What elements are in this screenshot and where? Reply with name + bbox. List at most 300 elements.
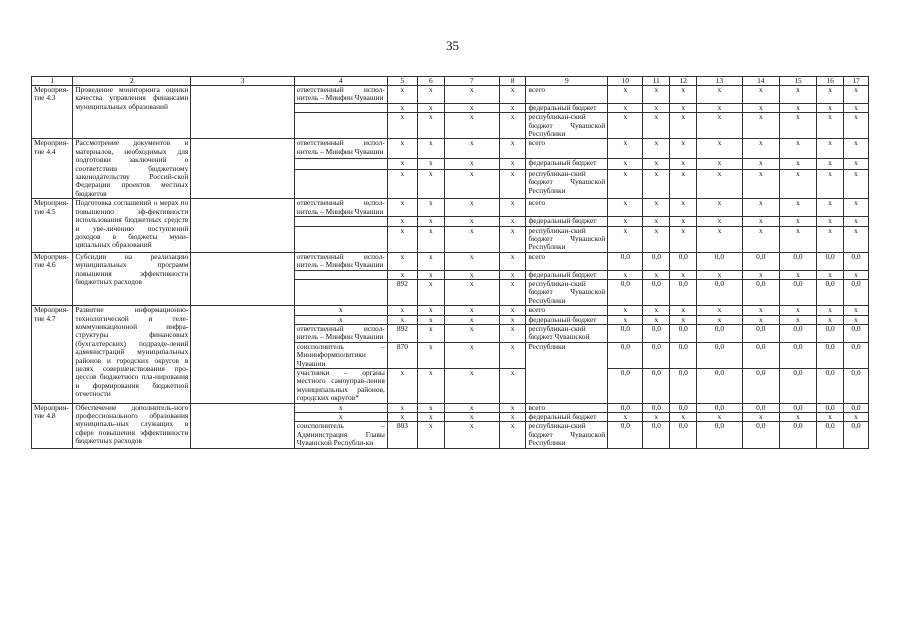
value-cell: x <box>742 103 779 112</box>
code-cell: x <box>499 413 526 422</box>
value-cell: x <box>643 103 670 112</box>
value-cell: x <box>742 306 779 315</box>
value-cell: x <box>643 315 670 324</box>
code-cell: x <box>444 217 499 226</box>
code-cell: x <box>499 270 526 279</box>
table-row <box>32 199 869 217</box>
value-cell: x <box>817 315 844 324</box>
value-cell: x <box>844 139 869 159</box>
event-name: Обеспечение дополнитель-ного профессионального образования муниципаль-ных служащих в сфере повышения эффективности бюджетных расходов <box>73 403 191 448</box>
funding-source: федеральный бюджет <box>526 103 608 112</box>
value-cell: 0,0 <box>608 324 643 342</box>
value-cell: x <box>742 113 779 139</box>
header-cell: 1 <box>32 77 73 86</box>
header-cell: 14 <box>742 77 779 86</box>
value-cell: 0,0 <box>643 403 670 412</box>
empty-cell <box>191 252 294 305</box>
value-cell: x <box>697 306 743 315</box>
executor-cell: ответственный испол-нитель – Минфин Чувашии <box>294 86 387 104</box>
value-cell: 0,0 <box>670 279 697 305</box>
funding-source: федеральный бюджет <box>526 159 608 170</box>
value-cell: x <box>742 217 779 226</box>
funding-source: республикан-ский бюджет Чувашской Республики <box>526 422 608 448</box>
value-cell: x <box>779 199 816 217</box>
event-name: Подготовка соглашений о мерах по повышению эф-фективности использования бюджетных средств и уве-личению поступлений доходов в бюджеты муни-ципальных образований <box>73 199 191 252</box>
value-cell: 0,0 <box>844 369 869 404</box>
value-cell: 0,0 <box>817 369 844 404</box>
value-cell: x <box>817 199 844 217</box>
code-cell: x <box>444 270 499 279</box>
value-cell: 0,0 <box>844 342 869 368</box>
value-cell: x <box>608 306 643 315</box>
code-cell: x <box>417 217 444 226</box>
value-cell: x <box>779 103 816 112</box>
table-row <box>32 139 869 159</box>
header-cell: 7 <box>444 77 499 86</box>
value-cell: x <box>670 217 697 226</box>
value-cell: x <box>817 159 844 170</box>
empty-cell <box>191 199 294 252</box>
code-cell: x <box>499 324 526 342</box>
empty-cell <box>191 403 294 448</box>
code-cell: x <box>387 315 417 324</box>
value-cell: 0,0 <box>779 252 816 270</box>
value-cell: x <box>697 226 743 252</box>
funding-source: всего <box>526 252 608 270</box>
code-cell: x <box>499 369 526 404</box>
code-cell: x <box>499 217 526 226</box>
value-cell: 0,0 <box>844 422 869 448</box>
value-cell: x <box>844 169 869 198</box>
value-cell: 0,0 <box>697 422 743 448</box>
header-cell: 2 <box>73 77 191 86</box>
value-cell: x <box>608 315 643 324</box>
executor-cell <box>294 113 387 139</box>
value-cell: x <box>779 86 816 104</box>
empty-cell <box>191 86 294 139</box>
event-code: Мероприя-тие 4.7 <box>32 306 73 403</box>
value-cell: 0,0 <box>779 403 816 412</box>
executor-cell <box>294 217 387 226</box>
code-cell: x <box>417 413 444 422</box>
value-cell: 0,0 <box>643 422 670 448</box>
value-cell: 0,0 <box>608 422 643 448</box>
funding-source: республикан-ский бюджет Чувашской Республики <box>526 113 608 139</box>
header-cell: 4 <box>294 77 387 86</box>
value-cell: x <box>742 270 779 279</box>
code-cell: x <box>417 199 444 217</box>
code-cell: x <box>444 199 499 217</box>
code-cell: x <box>444 306 499 315</box>
value-cell: 0,0 <box>742 324 779 342</box>
value-cell: x <box>817 139 844 159</box>
value-cell: 0,0 <box>697 403 743 412</box>
code-cell: x <box>417 159 444 170</box>
value-cell: x <box>608 139 643 159</box>
value-cell: 0,0 <box>608 342 643 368</box>
value-cell: 0,0 <box>670 324 697 342</box>
value-cell: x <box>697 270 743 279</box>
code-cell: x <box>499 279 526 305</box>
funding-source: федеральный бюджет <box>526 315 608 324</box>
header-cell: 5 <box>387 77 417 86</box>
code-cell: x <box>387 159 417 170</box>
code-cell: x <box>417 369 444 404</box>
budget-measures-table <box>31 76 869 449</box>
header-cell: 11 <box>643 77 670 86</box>
value-cell: x <box>670 306 697 315</box>
value-cell: 0,0 <box>697 342 743 368</box>
value-cell: x <box>670 226 697 252</box>
page-number: 35 <box>446 38 459 53</box>
code-cell: x <box>499 169 526 198</box>
table-row <box>32 403 869 412</box>
value-cell: 0,0 <box>608 403 643 412</box>
value-cell: x <box>779 159 816 170</box>
code-cell: x <box>387 86 417 104</box>
value-cell: 0,0 <box>779 369 816 404</box>
code-cell: x <box>417 252 444 270</box>
code-cell: x <box>444 252 499 270</box>
value-cell: x <box>643 226 670 252</box>
value-cell: x <box>643 413 670 422</box>
value-cell: x <box>742 159 779 170</box>
code-cell: x <box>444 139 499 159</box>
value-cell: x <box>779 169 816 198</box>
code-cell: x <box>444 422 499 448</box>
funding-source: Республики <box>526 342 608 403</box>
value-cell: x <box>608 159 643 170</box>
code-cell: x <box>499 199 526 217</box>
value-cell: x <box>643 306 670 315</box>
value-cell: x <box>779 315 816 324</box>
value-cell: x <box>742 413 779 422</box>
value-cell: 0,0 <box>742 279 779 305</box>
code-cell: x <box>499 315 526 324</box>
header-cell: 16 <box>817 77 844 86</box>
code-cell: x <box>387 252 417 270</box>
value-cell: 0,0 <box>608 252 643 270</box>
funding-source: республикан-ский бюджет Чувашской Республики <box>526 279 608 305</box>
value-cell: 0,0 <box>697 324 743 342</box>
event-code: Мероприя-тие 4.5 <box>32 199 73 252</box>
header-cell: 9 <box>526 77 608 86</box>
value-cell: 0,0 <box>643 369 670 404</box>
code-cell: x <box>444 403 499 412</box>
code-cell: x <box>499 422 526 448</box>
code-cell: x <box>417 139 444 159</box>
value-cell: 0,0 <box>697 279 743 305</box>
executor-cell: ответственный испол-нитель – Минфин Чувашии <box>294 324 387 342</box>
code-cell: x <box>387 139 417 159</box>
executor-cell <box>294 159 387 170</box>
value-cell: x <box>779 139 816 159</box>
code-cell: x <box>387 217 417 226</box>
value-cell: x <box>817 169 844 198</box>
value-cell: x <box>844 199 869 217</box>
value-cell: 0,0 <box>742 422 779 448</box>
event-name: Проведение мониторинга оценки качества управления финансами муниципальных образований <box>73 86 191 139</box>
code-cell: x <box>387 413 417 422</box>
executor-cell: ответственный испол-нитель – Минфин Чувашии <box>294 199 387 217</box>
value-cell: x <box>817 413 844 422</box>
code-cell: x <box>417 279 444 305</box>
code-cell: x <box>499 86 526 104</box>
code-cell: x <box>417 315 444 324</box>
code-cell: x <box>417 113 444 139</box>
code-cell: x <box>444 324 499 342</box>
executor-cell <box>294 270 387 279</box>
value-cell: x <box>844 103 869 112</box>
value-cell: 0,0 <box>697 369 743 404</box>
value-cell: 0,0 <box>844 324 869 342</box>
code-cell: 803 <box>387 422 417 448</box>
value-cell: x <box>670 113 697 139</box>
value-cell: x <box>670 199 697 217</box>
value-cell: x <box>643 86 670 104</box>
funding-source: всего <box>526 403 608 412</box>
value-cell: x <box>670 86 697 104</box>
value-cell: x <box>608 199 643 217</box>
code-cell: x <box>444 86 499 104</box>
value-cell: x <box>742 86 779 104</box>
value-cell: x <box>817 270 844 279</box>
executor-cell: соисполнитель – Мининформполитики Чувашии <box>294 342 387 368</box>
value-cell: x <box>697 413 743 422</box>
value-cell: x <box>844 217 869 226</box>
value-cell: x <box>697 103 743 112</box>
value-cell: x <box>608 113 643 139</box>
code-cell: x <box>417 342 444 368</box>
value-cell: 0,0 <box>670 422 697 448</box>
executor-cell: ответственный испол-нитель – Минфин Чувашии <box>294 252 387 270</box>
value-cell: 0,0 <box>817 403 844 412</box>
value-cell: 0,0 <box>608 369 643 404</box>
value-cell: x <box>697 86 743 104</box>
value-cell: x <box>817 103 844 112</box>
value-cell: x <box>779 217 816 226</box>
executor-cell: участники – органы местного самоуправ-ления муниципальных районов, городских округов* <box>294 369 387 404</box>
value-cell: x <box>670 169 697 198</box>
value-cell: x <box>697 113 743 139</box>
header-cell: 6 <box>417 77 444 86</box>
value-cell: x <box>844 270 869 279</box>
code-cell: x <box>444 103 499 112</box>
value-cell: 0,0 <box>697 252 743 270</box>
gp-code-cell: x <box>294 403 387 412</box>
code-cell: x <box>499 103 526 112</box>
value-cell: 0,0 <box>844 279 869 305</box>
value-cell: x <box>608 169 643 198</box>
value-cell: x <box>697 169 743 198</box>
code-cell: x <box>417 306 444 315</box>
header-cell: 8 <box>499 77 526 86</box>
value-cell: 0,0 <box>844 403 869 412</box>
table-row <box>32 252 869 270</box>
value-cell: x <box>779 306 816 315</box>
code-cell: x <box>387 103 417 112</box>
event-name: Субсидии на реализацию муниципальных программ повышения эффективности бюджетных расходов <box>73 252 191 305</box>
value-cell: x <box>643 139 670 159</box>
funding-source: республикан-ский бюджет Чувашской Республики <box>526 169 608 198</box>
executor-cell <box>294 169 387 198</box>
executor-cell <box>294 279 387 305</box>
value-cell: x <box>643 113 670 139</box>
code-cell: x <box>387 226 417 252</box>
code-cell: x <box>444 369 499 404</box>
code-cell: x <box>387 169 417 198</box>
code-cell: x <box>387 403 417 412</box>
value-cell: x <box>742 226 779 252</box>
event-name: Рассмотрение документов и материалов, необходимых для подготовки заключений о соответствии бюджетному законодательству Россий-ской Федерации проектов местных бюджетов <box>73 139 191 199</box>
value-cell: 0,0 <box>844 252 869 270</box>
code-cell: x <box>499 306 526 315</box>
value-cell: 0,0 <box>643 342 670 368</box>
value-cell: x <box>742 199 779 217</box>
value-cell: x <box>608 226 643 252</box>
value-cell: x <box>697 315 743 324</box>
event-code: Мероприя-тие 4.6 <box>32 252 73 305</box>
code-cell: 870 <box>387 342 417 368</box>
header-cell: 12 <box>670 77 697 86</box>
value-cell: x <box>608 217 643 226</box>
code-cell: x <box>499 403 526 412</box>
value-cell: x <box>844 306 869 315</box>
code-cell: x <box>444 279 499 305</box>
event-code: Мероприя-тие 4.3 <box>32 86 73 139</box>
event-code: Мероприя-тие 4.8 <box>32 403 73 448</box>
value-cell: x <box>643 199 670 217</box>
value-cell: x <box>844 159 869 170</box>
funding-source: республикан-ский бюджет Чувашской <box>526 324 608 342</box>
value-cell: x <box>779 413 816 422</box>
value-cell: x <box>697 199 743 217</box>
value-cell: 0,0 <box>670 342 697 368</box>
code-cell: 892 <box>387 279 417 305</box>
value-cell: x <box>608 103 643 112</box>
value-cell: 0,0 <box>608 279 643 305</box>
gp-code-cell: x <box>294 413 387 422</box>
value-cell: x <box>670 413 697 422</box>
empty-cell <box>191 306 294 403</box>
code-cell: x <box>417 422 444 448</box>
value-cell: 0,0 <box>643 324 670 342</box>
value-cell: x <box>817 113 844 139</box>
code-cell: x <box>417 169 444 198</box>
executor-cell: соисполнитель – Администрация Главы Чувашской Республи-ки <box>294 422 387 448</box>
code-cell: x <box>444 226 499 252</box>
executor-cell <box>294 103 387 112</box>
code-cell: x <box>417 403 444 412</box>
code-cell: x <box>444 413 499 422</box>
value-cell: x <box>817 306 844 315</box>
value-cell: 0,0 <box>779 342 816 368</box>
value-cell: x <box>697 217 743 226</box>
value-cell: 0,0 <box>817 252 844 270</box>
code-cell: x <box>417 86 444 104</box>
header-row <box>32 77 869 86</box>
code-cell: x <box>499 139 526 159</box>
code-cell: 892 <box>387 324 417 342</box>
event-code: Мероприя-тие 4.4 <box>32 139 73 199</box>
code-cell: x <box>387 270 417 279</box>
value-cell: 0,0 <box>670 403 697 412</box>
value-cell: x <box>697 139 743 159</box>
executor-cell: ответственный испол-нитель – Минфин Чувашии <box>294 139 387 159</box>
value-cell: x <box>844 86 869 104</box>
value-cell: x <box>643 217 670 226</box>
value-cell: 0,0 <box>817 342 844 368</box>
value-cell: x <box>608 413 643 422</box>
funding-source: федеральный бюджет <box>526 217 608 226</box>
code-cell: x <box>444 113 499 139</box>
code-cell: x <box>387 306 417 315</box>
funding-source: всего <box>526 199 608 217</box>
value-cell: x <box>844 113 869 139</box>
funding-source: всего <box>526 139 608 159</box>
value-cell: x <box>817 226 844 252</box>
code-cell: x <box>387 369 417 404</box>
value-cell: 0,0 <box>742 252 779 270</box>
code-cell: x <box>417 270 444 279</box>
funding-source: всего <box>526 86 608 104</box>
header-cell: 17 <box>844 77 869 86</box>
table-row <box>32 86 869 104</box>
table-row <box>32 306 869 315</box>
value-cell: x <box>697 159 743 170</box>
value-cell: 0,0 <box>817 324 844 342</box>
value-cell: x <box>670 139 697 159</box>
value-cell: x <box>817 86 844 104</box>
value-cell: 0,0 <box>742 369 779 404</box>
code-cell: x <box>444 315 499 324</box>
code-cell: x <box>499 252 526 270</box>
code-cell: x <box>417 324 444 342</box>
code-cell: x <box>444 169 499 198</box>
header-cell: 3 <box>191 77 294 86</box>
code-cell: x <box>499 159 526 170</box>
value-cell: 0,0 <box>643 252 670 270</box>
executor-cell <box>294 226 387 252</box>
value-cell: x <box>643 169 670 198</box>
value-cell: x <box>670 103 697 112</box>
code-cell: x <box>417 226 444 252</box>
code-cell: x <box>499 226 526 252</box>
value-cell: x <box>844 226 869 252</box>
header-cell: 15 <box>779 77 816 86</box>
value-cell: x <box>670 159 697 170</box>
empty-cell <box>191 139 294 199</box>
value-cell: 0,0 <box>779 422 816 448</box>
code-cell: x <box>387 113 417 139</box>
value-cell: x <box>670 270 697 279</box>
value-cell: x <box>844 315 869 324</box>
value-cell: 0,0 <box>779 279 816 305</box>
value-cell: x <box>608 86 643 104</box>
value-cell: x <box>643 159 670 170</box>
code-cell: x <box>444 159 499 170</box>
code-cell: x <box>387 199 417 217</box>
value-cell: x <box>779 270 816 279</box>
value-cell: 0,0 <box>817 279 844 305</box>
value-cell: 0,0 <box>742 342 779 368</box>
value-cell: 0,0 <box>643 279 670 305</box>
header-cell: 10 <box>608 77 643 86</box>
value-cell: 0,0 <box>670 369 697 404</box>
value-cell: 0,0 <box>742 403 779 412</box>
code-cell: x <box>444 342 499 368</box>
code-cell: x <box>499 342 526 368</box>
